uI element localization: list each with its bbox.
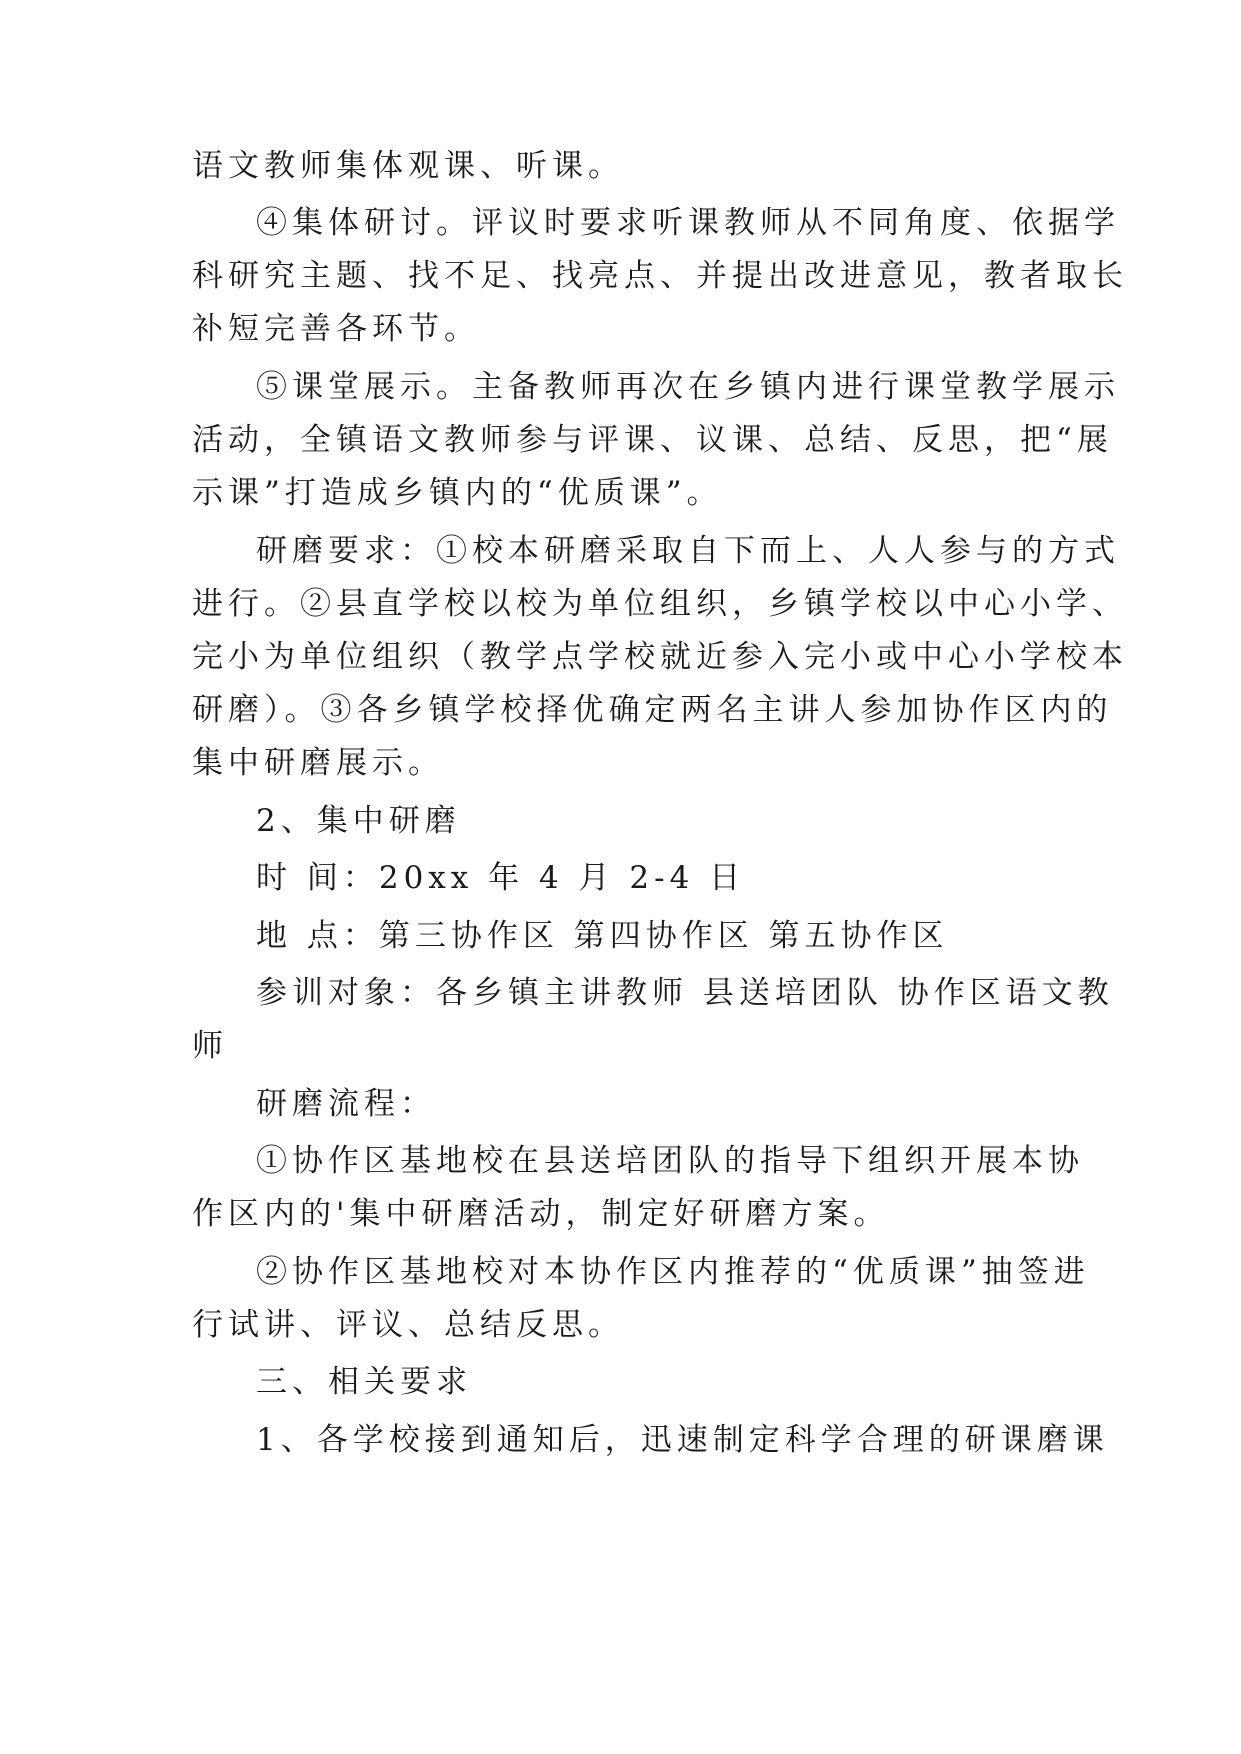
text-line: 研磨要求：①校本研磨采取自下而上、人人参与的方式 [256,533,1120,569]
text-line: 完小为单位组织（教学点学校就近参入完小或中心小学校本 [192,639,1128,675]
text-line: 作区内的'集中研磨活动，制定好研磨方案。 [192,1196,890,1232]
text-line: 科研究主题、找不足、找亮点、并提出改进意见，教者取长 [192,258,1128,294]
text-line: 补短完善各环节。 [192,311,480,347]
text-line: ②协作区基地校对本协作区内推荐的“优质课”抽签进 [256,1254,1090,1290]
text-line: 集中研磨展示。 [192,745,444,781]
text-line: 行试讲、评议、总结反思。 [192,1307,624,1343]
text-line: 三、相关要求 [256,1364,472,1400]
text-line: 进行。②县直学校以校为单位组织，乡镇学校以中心小学、 [192,586,1128,622]
text-line: ⑤课堂展示。主备教师再次在乡镇内进行课堂教学展示 [256,369,1120,405]
text-line: 地 点：第三协作区 第四协作区 第五协作区 [256,918,949,954]
text-line: 时 间：20xx 年 4 月 2-4 日 [256,860,746,896]
text-line: 2、集中研磨 [256,803,461,839]
text-line: 研磨流程： [256,1086,436,1122]
text-line: ①协作区基地校在县送培团队的指导下组织开展本协 [256,1143,1084,1179]
text-line: 1、各学校接到通知后，迅速制定科学合理的研课磨课 [256,1422,1109,1458]
text-line: ④集体研讨。评议时要求听课教师从不同角度、依据学 [256,205,1120,241]
text-line: 参训对象：各乡镇主讲教师 县送培团队 协作区语文教 [256,975,1114,1011]
text-line: 研磨）。③各乡镇学校择优确定两名主讲人参加协作区内的 [192,692,1113,728]
text-line: 活动，全镇语文教师参与评课、议课、总结、反思，把“展 [192,422,1113,458]
text-line: 语文教师集体观课、听课。 [192,148,624,184]
text-line: 示课”打造成乡镇内的“优质课”。 [192,475,723,511]
text-line: 师 [192,1028,228,1064]
